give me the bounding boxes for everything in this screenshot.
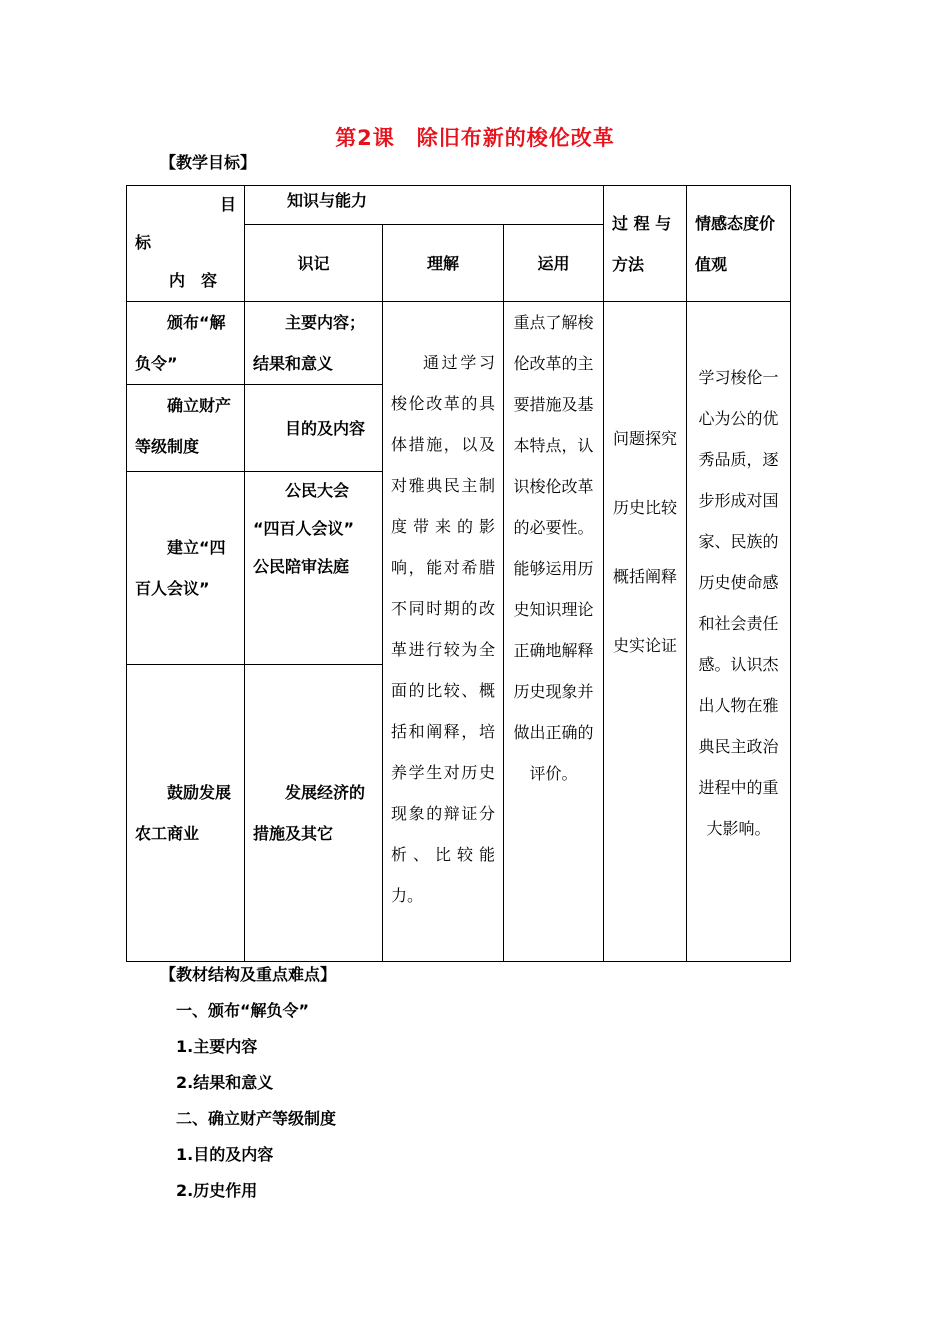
understand-header: 理解 (383, 225, 504, 302)
row-recall-2: 目的及内容 (245, 385, 383, 472)
row-content-2: 确立财产等级制度 (127, 385, 245, 472)
goals-heading: 【教学目标】 (160, 153, 257, 172)
recall-header: 识记 (245, 225, 383, 302)
row-content-3: 建立“四百人会议” (127, 472, 245, 665)
corner-bottom: 内 容 (169, 271, 218, 290)
outline-item-6: 2.历史作用 (176, 1181, 258, 1200)
process-item-4: 史实论证 (612, 636, 677, 655)
emotion-text: 学习梭伦一心为公的优秀品质，逐步形成对国家、民族的历史使命感和社会责任感。认识杰出人物在雅典民主政治进程中的重大影响。 (687, 302, 791, 962)
corner-mid: 标 (135, 233, 152, 252)
process-method-header: 过 程 与方法 (604, 186, 687, 302)
row-recall-3: 公民大会 “四百人会议” 公民陪审法庭 (245, 472, 383, 665)
corner-top: 目 (219, 195, 236, 214)
apply-header: 运用 (504, 225, 604, 302)
row-content-1: 颁布“解负令” (127, 302, 245, 385)
process-item-1: 问题探究 (612, 429, 677, 448)
outline-item-2: 1.主要内容 (176, 1037, 258, 1056)
outline-item-4: 二、确立财产等级制度 (176, 1109, 337, 1128)
process-items (604, 302, 687, 962)
row-recall-4: 发展经济的措施及其它 (245, 665, 383, 962)
outline-item-5: 1.目的及内容 (176, 1145, 274, 1164)
structure-heading: 【教材结构及重点难点】 (160, 965, 337, 984)
row-recall-1: 主要内容；结果和意义 (245, 302, 383, 385)
corner-cell (127, 186, 245, 302)
knowledge-ability-header: 知识与能力 (245, 186, 604, 225)
objectives-table (126, 185, 791, 962)
understand-text: 通过学习梭伦改革的具体措施，以及对雅典民主制度带来的影响，能对希腊不同时期的改革进行较为全面的比较、概括和阐释，培养学生对历史现象的辩证分析、比较能力。 (383, 302, 504, 962)
row-content-4: 鼓励发展农工商业 (127, 665, 245, 962)
emotion-values-header: 情感态度价值观 (687, 186, 791, 302)
outline-item-3: 2.结果和意义 (176, 1073, 274, 1092)
page-title: 第2课 除旧布新的梭伦改革 (335, 126, 615, 150)
apply-text: 重点了解梭伦改革的主要措施及基本特点，认识梭伦改革的必要性。能够运用历史知识理论正确地解释历史现象并做出正确的评价。 (504, 302, 604, 962)
outline-item-1: 一、颁布“解负令” (176, 1001, 310, 1020)
process-item-3: 概括阐释 (612, 567, 677, 586)
process-item-2: 历史比较 (612, 498, 677, 517)
